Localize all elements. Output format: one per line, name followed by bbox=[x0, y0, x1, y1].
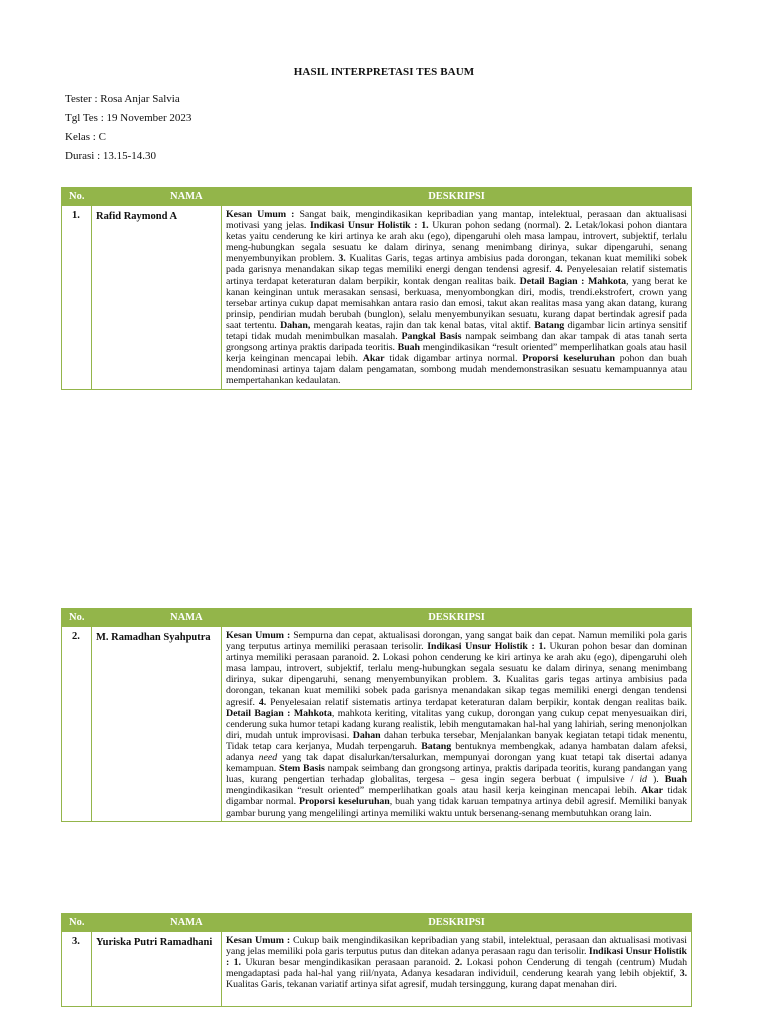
desc-heading: Dahan, bbox=[280, 319, 311, 331]
desc-text: bentuknya membengkak, adanya hambatan dalam afeksi, adanya bbox=[226, 740, 687, 764]
desc-text: yang tak dapat disalurkan/tersalurkan, mempunyai dorongan yang kuat tetapi tak disertai adanya kemampuan. bbox=[226, 752, 687, 775]
record-number: 1. bbox=[62, 206, 92, 390]
desc-heading: Proporsi keseluruhan bbox=[298, 796, 390, 808]
desc-heading: Pangkal Basis bbox=[401, 331, 462, 343]
header-no: No. bbox=[62, 914, 92, 932]
desc-heading: Kesan Umum : bbox=[226, 935, 293, 946]
record-name: Rafid Raymond A bbox=[92, 206, 222, 390]
record-name: Yuriska Putri Ramadhani bbox=[92, 932, 222, 1007]
record-table-1 bbox=[61, 187, 692, 390]
desc-text: Penyelesaian relatif sistematis artinya terdapat keteraturan dalam berpikir, kontak dengan realitas baik. bbox=[270, 696, 687, 708]
desc-text: need bbox=[258, 752, 278, 764]
desc-text: dahan terbuka tersebar, Menjalankan banyak kegiatan tetapi tidak menentu, Tidak tetap cara kerjanya, Mudah terpengaruh. bbox=[226, 729, 687, 752]
desc-heading: Proporsi keseluruhan bbox=[522, 353, 615, 365]
record-number: 2. bbox=[62, 627, 92, 822]
desc-heading: Indikasi Unsur Holistik : 1. bbox=[310, 220, 433, 232]
desc-heading: Kesan Umum : bbox=[226, 209, 300, 220]
record-number: 3. bbox=[62, 932, 92, 1007]
desc-text: Lokasi pohon Cenderung di tengah (centrum) Mudah mengadaptasi pada hal-hal yang riil/nyata, Adanya kesadaran individuil, cenderung kearah yang lebih objektif, bbox=[226, 957, 687, 980]
header-nama: NAMA bbox=[92, 914, 222, 932]
desc-heading: 3. bbox=[679, 968, 687, 980]
table-header bbox=[62, 609, 692, 627]
desc-text: Ukuran besar mengindikasikan perasaan paranoid. bbox=[245, 957, 455, 969]
desc-heading: Indikasi Unsur Holistik : 1. bbox=[427, 641, 550, 653]
desc-heading: Batang bbox=[534, 319, 565, 331]
desc-heading: 2. bbox=[454, 957, 467, 969]
desc-text: Kualitas Garis, tegas artinya ambisius pada dorongan, tekanan kuat memiliki sobek pada garisnya menandakan sikap tegas memiliki energi dengan tendensi agresif. bbox=[226, 253, 687, 276]
page-title: HASIL INTERPRETASI TES BAUM bbox=[293, 66, 475, 78]
desc-heading: Buah bbox=[664, 774, 687, 786]
desc-text: Ukuran pohon besar dan dominan artinya memiliki perasaan paranoid. bbox=[226, 641, 687, 664]
desc-text: digambar licin artinya sensitif tetapi tidak mudah menimbulkan masalah. bbox=[226, 319, 688, 343]
desc-text: Penyelesaian relatif sistematis artinya terdapat keteraturan dalam berpikir, kontak dengan realitas baik. bbox=[226, 264, 687, 287]
desc-heading: 2. bbox=[372, 652, 383, 664]
record-table-2 bbox=[61, 608, 692, 822]
table-header bbox=[62, 188, 692, 206]
desc-heading: Batang bbox=[421, 740, 452, 752]
desc-text: Sempurna dan cepat, aktualisasi dorongan, yang sangat baik dan cepat. Namun memiliki pola garis yang terputus artinya memiliki perasaan terisolir. bbox=[226, 630, 687, 653]
desc-text: Kualitas Garis, tekanan variatif artinya sifat agresif, mudah tersinggung, kurang dapat menahan diri. bbox=[226, 979, 617, 991]
class-line: Kelas : C bbox=[65, 131, 106, 143]
table-row bbox=[62, 932, 692, 1007]
desc-heading: 2. bbox=[564, 220, 576, 232]
test-date-line: Tgl Tes : 19 November 2023 bbox=[65, 112, 192, 124]
desc-text: Ukuran pohon sedang (normal). bbox=[432, 220, 565, 232]
desc-text: , buah yang tidak karuan tempatnya artinya debil agresif. Memiliki banyak gambar burung yang mengelilingi artinya memiliki waktu untuk bersenang-senang membutuhkan orang lain. bbox=[226, 796, 687, 819]
desc-text: mengindikasikan “result oriented” memperlihatkan goals atau hasil kerja keinginan mencapai lebih. bbox=[226, 342, 687, 365]
desc-text: nampak seimbang dan akar tampak di atas tanah serta grongsong artinya praktis daripada teoritis. bbox=[226, 331, 687, 354]
desc-text: pohon dan buah mendominasi artinya tajam dalam pengamatan, sombong mudah mendemonstrasikan sesuatu kemampuannya atau mempertahankan kedaulatan. bbox=[226, 353, 687, 387]
table-row bbox=[62, 206, 692, 390]
record-name: M. Ramadhan Syahputra bbox=[92, 627, 222, 822]
desc-text: , mahkota keriting, vitalitas yang cukup, dorongan yang cukup cepat menyesuaikan diri, cenderung suka humor tetapi kadang kurang realistik, lebih mengutamakan hal-hal yang lahiriah, sering menonjolkan diri, mudah untuk improvisasi. bbox=[226, 707, 687, 741]
desc-text: ). bbox=[646, 774, 665, 786]
desc-text: , yang berat ke kanan keinginan untuk merasakan sensasi, berkuasa, menyombongkan diri, modis, trendi.ekstrofert, crown yang tersebar artinya cukup dapat memisahkan antara rasio dan emosi, takut akan realitas masa yang akan datang, kurang prinsip, pendirian mudah berubah (bunglon), selalu menyembunyikan sesuatu, kurang dapat bertindak agresif pada saat tertentu. bbox=[226, 275, 687, 331]
desc-text: Kualitas garis tegas artinya ambisius pada dorongan, tekanan kuat memiliki sobek pada garisnya menandakan sikap tegas memiliki energi dengan tendensi agresif. bbox=[226, 674, 687, 708]
desc-heading: Akar bbox=[362, 353, 385, 365]
header-deskripsi: DESKRIPSI bbox=[222, 188, 692, 206]
header-no: No. bbox=[62, 188, 92, 206]
desc-text: Sangat baik, mengindikasikan kepribadian yang mantap, intelektual, perasaan dan aktualisasi motivasi yang jelas. bbox=[226, 209, 687, 232]
desc-text: Letak/lokasi pohon diantara ketas yaitu cenderung ke kiri artinya ke arah aku (ego), dipengaruhi oleh masa lampau, introvert, subjektif, terlalu meng-hubungkan segala sesuatu ke dalam dirinya, senang menimbang dirinya, sukar dipengaruhi, senang menyembunyikan problem. bbox=[226, 220, 687, 265]
desc-heading: 3. bbox=[338, 253, 350, 265]
desc-heading: 3. bbox=[493, 674, 507, 686]
desc-text: tidak digambar artinya normal. bbox=[384, 353, 523, 365]
table-header bbox=[62, 914, 692, 932]
header-nama: NAMA bbox=[92, 609, 222, 627]
desc-heading: Indikasi Unsur Holistik : 1. bbox=[226, 946, 687, 969]
record-table-3 bbox=[61, 913, 692, 1007]
header-deskripsi: DESKRIPSI bbox=[222, 914, 692, 932]
desc-heading: 4. bbox=[258, 696, 271, 708]
record-description-text bbox=[226, 935, 687, 1004]
desc-text: mengindikasikan “result oriented” memperlihatkan goals atau hasil kerja keinginan mencapai lebih. bbox=[226, 785, 642, 797]
header-nama: NAMA bbox=[92, 188, 222, 206]
desc-heading: Kesan Umum : bbox=[226, 630, 294, 641]
desc-text: tidak digambar normal. bbox=[226, 785, 687, 808]
desc-text: id bbox=[639, 774, 647, 786]
desc-heading: Dahan bbox=[352, 729, 381, 741]
desc-text: nampak seimbang dan grongsong artinya, praktis daripada teoritis, kurang pandangan yang luas, kurang pengertian terhadap globalitas, tergesa – gesa ingin segera berbuat ( impulsive / bbox=[226, 763, 687, 786]
record-description bbox=[222, 206, 692, 390]
desc-heading: Buah bbox=[397, 342, 420, 354]
tester-line: Tester : Rosa Anjar Salvia bbox=[65, 93, 180, 105]
header-no: No. bbox=[62, 609, 92, 627]
desc-text: mengarah keatas, rajin dan tak kenal batas, vital aktif. bbox=[310, 319, 535, 331]
table-row bbox=[62, 627, 692, 822]
desc-heading: Akar bbox=[641, 785, 663, 797]
record-description bbox=[222, 627, 692, 822]
header-deskripsi: DESKRIPSI bbox=[222, 609, 692, 627]
record-description bbox=[222, 932, 692, 1007]
desc-heading: Detail Bagian : Mahkota bbox=[226, 707, 332, 719]
duration-line: Durasi : 13.15-14.30 bbox=[65, 150, 157, 162]
desc-text: Cukup baik mengindikasikan kepribadian yang stabil, intelektual, perasaan dan aktualisasi motivasi yang jelas memiliki pola garis terputus putus dan ditekan adanya perasaan ragu dan terisolir. bbox=[226, 935, 687, 958]
desc-heading: 4. bbox=[555, 264, 567, 276]
desc-heading: Detail Bagian : Mahkota bbox=[519, 275, 627, 287]
desc-heading: Stem Basis bbox=[279, 763, 325, 775]
desc-text: Lokasi pohon cenderung ke kiri artinya ke arah aku (ego), dipengaruhi oleh masa lampau, introvert, subjektif, terlalu meng-hubungkan segala sesuatu ke dalam dirinya, senang menimbang dirinya, sukar dipengaruhi, senang menyembunyikan problem. bbox=[226, 652, 687, 686]
